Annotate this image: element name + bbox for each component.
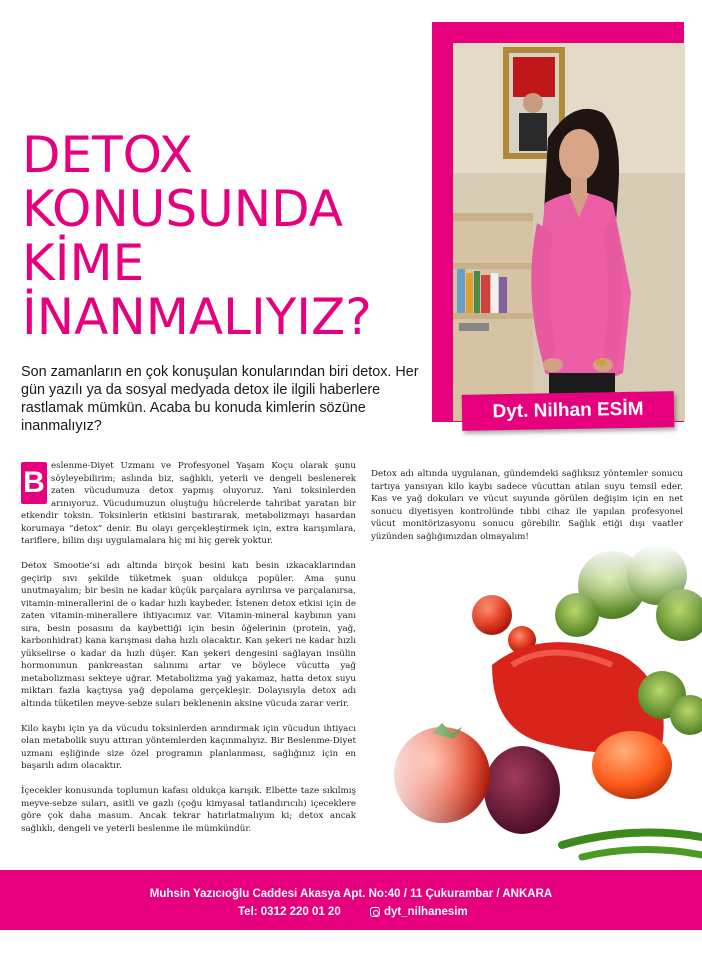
lead-paragraph: Son zamanların en çok konuşulan konularından biri detox. Her gün yazılı ya da sosyal medyada detox ile ilgili haberlere rastlamak mümkün. Acaba bu konuda kimlerin sözüne inanmalıyız?: [21, 364, 419, 434]
body-column-right: [371, 468, 683, 556]
title-line: İNANMALIYIZ?: [22, 288, 372, 346]
dropcap: B: [21, 462, 47, 504]
author-name-badge: [462, 391, 675, 431]
instagram-icon: [370, 907, 380, 917]
vegetables-illustration: [372, 545, 702, 865]
footer-address: Muhsin Yazıcıoğlu Caddesi Akasya Apt. No:40 / 11 Çukurambar / ANKARA: [149, 888, 553, 900]
title-line: DETOX: [22, 126, 194, 184]
body-paragraph-text: eslenme-Diyet Uzmanı ve Profesyonel Yaşam Koçu olarak şunu söyleyebilirim; aslında biz, sağlıklı, yeterli ve dengeli beslenerek zaten vücudumuza detox yapmış oluyoruz. Yani toksinlerden arınıyoruz. Vücudumuzun oluştuğu hücrelerde tahribat yaratan bir etkendir toksin. Toksinlerin etkisini bastırarak, metabolizmayı hasardan korumaya “detox” denir. Bu olayı gerçekleştirmek için, extra karışımlara, tariflere, bilim dışı uygulamalara hiç mi hiç gerek yoktur.: [21, 461, 356, 546]
body-paragraph: Detox adı altında uygulanan, gündemdeki sağlıksız yöntemler sonucu tartıya yansıyan kilo kaybı sadece vücuttan atılan suyu temsil eder. Kas ve yağ dokuları ve vücut suyunda görülen değişim için en net sonucu diyetisyen kontrolünde tıbbi cihaz ile yapılan profesyonel vücut monitörizasyonu sonucu görebilir. Sağlık etiği dışı vaatler yüzünden sağlığımızdan olmayalım!: [371, 469, 683, 542]
footer-instagram: [370, 906, 468, 918]
author-photo-illustration: [453, 43, 685, 421]
title-line: KİME: [22, 234, 145, 292]
footer-phone: Tel: 0312 220 01 20: [238, 906, 341, 918]
author-name: Dyt. Nilhan ESİM: [492, 398, 644, 423]
body-paragraph: Kilo kaybı için ya da vücudu toksinlerden arındırmak için vücudun ihtiyacı olan metabolik suyu attıran yöntemlerden kaçınmalıyız. Bir Beslenme-Diyet uzmanı eşliğinde size özel programın planlanması, sağlığınız için en başarılı adım olacaktır.: [21, 723, 356, 771]
body-paragraph: [21, 460, 356, 548]
body-paragraph: Detox Smootie’si adı altında birçok besini katı besin ızkacaklarından geçirip sıvı şekilde tüketmek şuan oldukça popüler. Ama şunu unutmayalım; bir besin ne kadar küçük parçalara ayrılırsa ve parçalanırsa, vitamin-minerallerini de o kadar hızlı kaybeder. İstenen detox etkisi için de zaten vitamin-minerallere ihtiyacımız var. Vitamin-mineral kaybının yanı sıra, besin posasını da kaybettiği için besin öğelerinin (protein, yağ, karbonhidrat) kana karışması daha hızlı olacaktır. Kan şekeri ne kadar hızlı yükselirse o kadar da hızlı düşer. Kan şekeri dengesini sağlayan insülin hormonunun pankreastan salınımı artar ve böylece vücutta yağ metabolizması sekteye uğrar. Metabolizma yağ yakamaz, hatta detox suyu miktarı fazla kaçtıysa yağ depolama gerçekleşir. Dolayısıyla detox adı altında tüketilen meyve-sebze suları beklenenin aksine vücuda zarar verir.: [21, 561, 356, 709]
body-paragraph: İçecekler konusunda toplumun kafası oldukça karışık. Elbette taze sıkılmış meyve-sebze suları, asitli ve gazlı (çoğu kimyasal tatlandırıcılı) içeceklere göre çok daha masum. Ancak tekrar hatırlatmalıyım ki; detox ancak sağlıklı, dengeli ve yeterli beslenme ile mümkündür.: [21, 786, 356, 834]
instagram-handle: dyt_nilhanesim: [384, 906, 468, 918]
title-line: KONUSUNDA: [22, 180, 343, 238]
article-title: [22, 128, 442, 344]
vegetables-image: [372, 545, 702, 865]
footer-bar: [0, 870, 702, 930]
body-column-left: [21, 460, 356, 848]
author-photo: [453, 43, 685, 421]
